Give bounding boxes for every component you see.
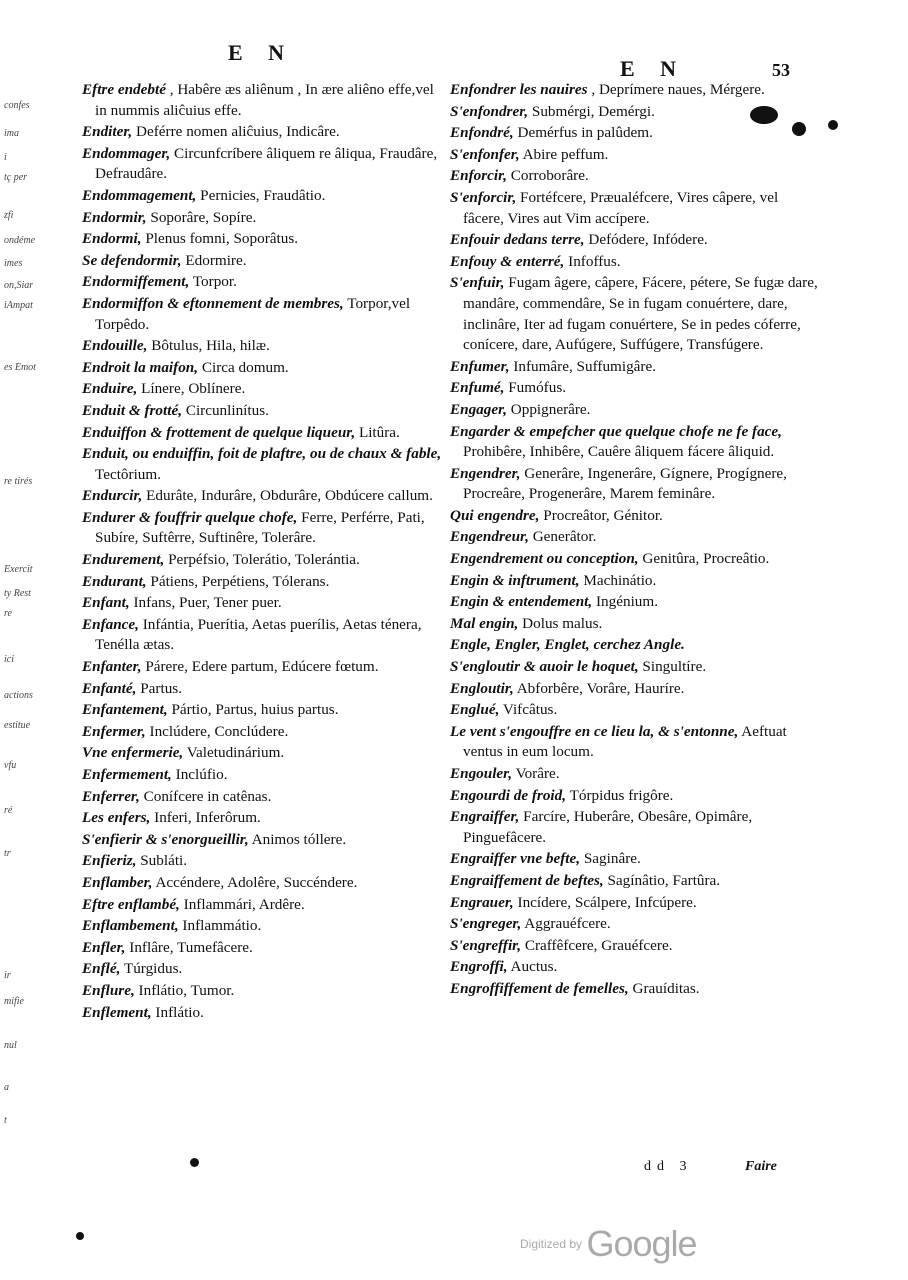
dictionary-entry <box>450 273 820 355</box>
entry-translation: Craffêfcere, Grauéfcere. <box>524 936 673 954</box>
entry-headword: Enditer, <box>82 123 133 141</box>
entry-headword: Endouille, <box>82 337 148 355</box>
entry-headword: Engourdi de froid, <box>450 786 567 804</box>
margin-note: ima <box>4 128 19 139</box>
entry-translation: Generâtor. <box>532 528 597 546</box>
dictionary-entry <box>82 336 442 357</box>
entry-translation: Aggrauéfcere. <box>524 915 611 933</box>
entry-headword: Englué, <box>450 701 500 719</box>
dictionary-entry <box>82 358 442 379</box>
entry-translation: Perpéfsio, Tolerátio, Tolerántia. <box>168 551 360 569</box>
entry-translation: Defódere, Infódere. <box>588 231 708 249</box>
entry-headword: Endormi, <box>82 230 142 248</box>
dictionary-entry <box>82 895 442 916</box>
margin-note: estitue <box>4 720 31 731</box>
entry-translation: , Habêre æs aliênum , In ære aliêno effe,vel in nummis aliĉuius effe. <box>95 81 434 119</box>
entry-translation: Edurâte, Indurâre, Obdurâre, Obdúcere callum. <box>146 487 433 505</box>
entry-translation: Circunfcríbere âliquem re âliqua, Fraudâre, Defraudâre. <box>95 144 438 183</box>
dictionary-entry <box>82 808 442 829</box>
entry-headword: S'enfuir, <box>450 274 505 292</box>
entry-translation: Tectôrium. <box>95 465 161 483</box>
dictionary-entry <box>82 572 442 593</box>
entry-translation: Demérfus in palûdem. <box>517 124 653 142</box>
dictionary-entry <box>82 1003 442 1024</box>
entry-headword: Endroit la maifon, <box>82 358 199 376</box>
entry-translation: Prohibêre, Inhibêre, Cauêre âliquem fácere âliquid. <box>463 443 775 461</box>
margin-note: mifie <box>4 996 24 1007</box>
entry-headword: Enfondrer les nauires <box>450 81 588 98</box>
entry-headword: Se defendormir, <box>82 251 182 269</box>
entry-headword: Mal engin, <box>450 614 519 632</box>
entry-translation: Torpor. <box>192 273 237 291</box>
entry-translation: Plenus fomni, Soporâtus. <box>145 230 299 248</box>
left-column <box>82 80 442 1024</box>
dictionary-entry <box>82 208 442 229</box>
entry-translation: Inflammári, Ardêre. <box>183 895 305 913</box>
margin-note: nul <box>4 1040 17 1051</box>
entry-translation: Inflátio, Tumor. <box>138 981 235 999</box>
dictionary-entry <box>82 722 442 743</box>
entry-translation: Abire peffum. <box>522 145 609 163</box>
ink-blot <box>792 122 806 136</box>
entry-headword: Enfermement, <box>82 766 172 783</box>
signature-mark: dd 3 <box>644 1159 693 1174</box>
entry-headword: Enfumé, <box>450 379 505 397</box>
dictionary-entry <box>82 144 442 185</box>
entry-translation: Inflátio. <box>155 1003 204 1021</box>
google-logo: Google <box>586 1223 697 1264</box>
entry-translation: , Deprímere naues, Mérgere. <box>591 81 765 98</box>
dictionary-entry <box>82 294 442 335</box>
entry-headword: Enflure, <box>82 981 135 999</box>
entry-headword: Engraiffer, <box>450 808 520 826</box>
margin-note: re tirés <box>4 476 33 487</box>
dictionary-entry <box>450 400 820 421</box>
entry-headword: Enforcir, <box>450 167 507 185</box>
entry-translation: Sagínâtio, Fartûra. <box>607 871 721 889</box>
margin-notes <box>0 90 58 1190</box>
dictionary-entry <box>82 444 442 485</box>
ink-blot <box>190 1158 199 1167</box>
dictionary-entry <box>450 979 820 1000</box>
ink-blot <box>76 1232 84 1240</box>
dictionary-entry <box>82 550 442 571</box>
margin-note: zfi <box>4 210 14 221</box>
entry-headword: S'enforcir, <box>450 188 517 206</box>
dictionary-entry <box>450 849 820 870</box>
entry-headword: Endurement, <box>82 551 165 569</box>
margin-note: i <box>4 152 7 163</box>
margin-note: es Émot <box>4 362 36 373</box>
entry-translation: Soporâre, Sopíre. <box>150 208 257 226</box>
dictionary-entry <box>450 807 820 848</box>
entry-headword: Enflement, <box>82 1003 152 1021</box>
dictionary-entry <box>450 166 820 187</box>
entry-headword: Enfieriz, <box>82 852 137 870</box>
entry-translation: Torpor,vel Torpêdo. <box>95 294 411 333</box>
entry-translation: Infans, Puer, Tener puer. <box>133 594 282 612</box>
entry-headword: Engle, Engler, Englet, cerchez Angle. <box>450 636 685 654</box>
entry-translation: Machinátio. <box>583 571 657 589</box>
entry-headword: Engroffiffement de femelles, <box>450 979 629 997</box>
entry-translation: Pártio, Partus, huius partus. <box>171 701 339 719</box>
entry-headword: Enfanté, <box>82 679 137 697</box>
entry-headword: Endurcir, <box>82 487 143 505</box>
margin-note: iAmpat <box>4 300 33 311</box>
margin-note: ondéme <box>4 235 36 246</box>
margin-note: confes <box>4 100 30 111</box>
dictionary-entry <box>450 914 820 935</box>
dictionary-entry <box>82 787 442 808</box>
entry-translation: Infoffus. <box>568 252 621 270</box>
dictionary-entry <box>450 893 820 914</box>
entry-translation: Párere, Edere partum, Edúcere fœtum. <box>145 658 379 676</box>
entry-translation: Fortéfcere, Præualéfcere, Vires câpere, vel fâcere, Vires aut Vim accípere. <box>463 188 779 227</box>
entry-headword: Engarder & empefcher que quelque chofe ne fe face, <box>450 422 782 440</box>
entry-headword: Endormir, <box>82 208 147 226</box>
dictionary-entry <box>82 401 442 422</box>
dictionary-entry <box>82 379 442 400</box>
dictionary-entry <box>82 80 442 121</box>
dictionary-entry <box>82 251 442 272</box>
dictionary-entry <box>450 936 820 957</box>
dictionary-entry <box>450 957 820 978</box>
dictionary-entry <box>450 722 820 763</box>
dictionary-entry <box>82 657 442 678</box>
entry-translation: Accéndere, Adolêre, Succéndere. <box>155 873 358 891</box>
dictionary-entry <box>450 635 820 656</box>
entry-headword: Enfermer, <box>82 722 146 740</box>
catchword: Faire <box>745 1159 777 1174</box>
entry-translation: Corroborâre. <box>510 167 589 185</box>
entry-translation: Deférre nomen aliĉuius, Indicâre. <box>136 123 340 141</box>
entry-headword: S'enfierir & s'enorgueillir, <box>82 830 249 848</box>
dictionary-entry <box>82 272 442 293</box>
dictionary-entry <box>450 422 820 463</box>
dictionary-entry <box>450 123 820 144</box>
dictionary-entry <box>82 916 442 937</box>
dictionary-entry <box>82 593 442 614</box>
entry-translation: Bôtulus, Hila, hilæ. <box>151 337 270 355</box>
entry-headword: Enfant, <box>82 594 130 612</box>
dictionary-entry <box>82 830 442 851</box>
entry-headword: S'enfonfer, <box>450 145 520 163</box>
dictionary-entry <box>82 873 442 894</box>
dictionary-entry <box>82 981 442 1002</box>
margin-note: Exercit <box>4 564 33 575</box>
dictionary-entry <box>450 571 820 592</box>
entry-headword: Enfumer, <box>450 357 510 375</box>
entry-translation: Edormire. <box>185 251 247 269</box>
entry-headword: Enduire, <box>82 380 138 398</box>
dictionary-entry <box>450 357 820 378</box>
dictionary-entry <box>450 679 820 700</box>
entry-translation: Vorâre. <box>515 765 560 782</box>
entry-translation: Litûra. <box>358 423 400 441</box>
entry-translation: Inflâre, Tumefâcere. <box>129 938 253 956</box>
digitized-watermark <box>520 1223 697 1265</box>
dictionary-entry <box>82 423 442 444</box>
dictionary-entry <box>82 851 442 872</box>
entry-headword: Endurer & fouffrir quelque chofe, <box>82 508 298 526</box>
entry-translation: Fumófus. <box>508 379 567 397</box>
dictionary-entry <box>82 959 442 980</box>
entry-translation: Tórpidus frigôre. <box>569 786 674 804</box>
entry-headword: Enflamber, <box>82 873 153 891</box>
entry-headword: Engager, <box>450 400 507 418</box>
entry-headword: Endormiffement, <box>82 273 190 291</box>
entry-headword: Le vent s'engouffre en ce lieu la, & s'entonne, <box>450 722 739 740</box>
margin-note: tr <box>4 848 11 859</box>
entry-headword: Endormiffon & eftonnement de membres, <box>82 294 344 312</box>
margin-note: ir <box>4 970 11 981</box>
entry-translation: Inclúfio. <box>175 766 228 783</box>
entry-headword: Engendreur, <box>450 528 529 546</box>
dictionary-entry <box>82 700 442 721</box>
entry-headword: Eftre endebté <box>82 81 166 98</box>
dictionary-entry <box>450 252 820 273</box>
dictionary-entry <box>450 230 820 251</box>
entry-translation: Singultíre. <box>642 658 707 676</box>
margin-note: re <box>4 608 12 619</box>
dictionary-entry <box>450 764 820 785</box>
entry-headword: S'enfondrer, <box>450 102 529 120</box>
entry-translation: Incídere, Scálpere, Infcúpere. <box>517 893 697 911</box>
entry-translation: Pernicies, Fraudâtio. <box>200 186 326 204</box>
ink-blot <box>750 106 778 124</box>
dictionary-entry <box>82 765 442 786</box>
dictionary-entry <box>450 786 820 807</box>
margin-note: ty Rest <box>4 588 31 599</box>
entry-translation: Grauíditas. <box>632 979 700 997</box>
entry-translation: Circa domum. <box>201 358 289 376</box>
entry-translation: Partus. <box>140 679 182 697</box>
running-head-left: E N <box>228 40 295 65</box>
entry-headword: Enfondré, <box>450 124 514 142</box>
dictionary-entry <box>82 186 442 207</box>
margin-note: on,Siar <box>4 280 34 291</box>
margin-note: a <box>4 1082 9 1093</box>
margin-note: actions <box>4 690 33 701</box>
dictionary-entry <box>450 145 820 166</box>
dictionary-entry <box>450 614 820 635</box>
margin-note: t <box>4 1115 7 1126</box>
entry-translation: Genitûra, Procreâtio. <box>642 550 770 568</box>
dictionary-entry <box>450 80 820 101</box>
entry-headword: Enfantement, <box>82 701 168 719</box>
dictionary-entry <box>82 508 442 549</box>
entry-translation: Infumâre, Suffumigâre. <box>513 357 656 375</box>
entry-translation: Túrgidus. <box>123 960 183 978</box>
dictionary-entry <box>450 549 820 570</box>
entry-headword: Enduit & frotté, <box>82 401 183 419</box>
dictionary-entry <box>82 229 442 250</box>
entry-headword: Engraiffement de beftes, <box>450 871 604 889</box>
entry-translation: Infántia, Puerítia, Aetas puerílis, Aetas ténera, Tenélla ætas. <box>95 615 422 654</box>
entry-headword: Engroffi, <box>450 958 508 976</box>
dictionary-entry <box>450 871 820 892</box>
entry-translation: Línere, Oblínere. <box>141 380 246 398</box>
margin-note: ré <box>4 805 13 816</box>
entry-translation: Inclúdere, Conclúdere. <box>149 722 289 740</box>
entry-headword: S'engloutir & auoir le hoquet, <box>450 658 639 676</box>
entry-translation: Submérgi, Demérgi. <box>531 102 655 120</box>
entry-translation: Circunlinítus. <box>185 401 269 419</box>
entry-translation: Aeftuat ventus in eum locum. <box>463 722 787 761</box>
dictionary-entry <box>82 679 442 700</box>
entry-headword: S'engreffir, <box>450 936 522 954</box>
entry-translation: Farcíre, Huberâre, Obesâre, Opimâre, Pinguefâcere. <box>463 808 753 846</box>
margin-note: vfu <box>4 760 17 771</box>
entry-translation: Pátiens, Perpétiens, Tólerans. <box>150 572 330 590</box>
entry-translation: Inflammátio. <box>182 917 262 935</box>
entry-headword: Enfouir dedans terre, <box>450 231 585 249</box>
watermark-prefix: Digitized by <box>520 1237 583 1251</box>
entry-headword: Vne enfermerie, <box>82 744 184 762</box>
entry-headword: Engin & entendement, <box>450 593 593 611</box>
entry-headword: Enflambement, <box>82 917 179 935</box>
dictionary-entry <box>450 527 820 548</box>
entry-headword: Eftre enflambé, <box>82 895 180 913</box>
entry-headword: Enduiffon & frottement de quelque liqueur, <box>82 423 356 441</box>
margin-note: imes <box>4 258 23 269</box>
entry-translation: Ingénium. <box>596 593 659 611</box>
entry-translation: Conífcere in catênas. <box>143 787 272 805</box>
entry-headword: Engouler, <box>450 765 513 782</box>
dictionary-entry <box>450 592 820 613</box>
margin-note: ici <box>4 654 14 665</box>
ink-blot <box>828 120 838 130</box>
dictionary-entry <box>450 188 820 229</box>
entry-headword: Enfouy & enterré, <box>450 252 565 270</box>
entry-translation: Oppignerâre. <box>510 400 591 418</box>
entry-headword: Engendrer, <box>450 464 521 482</box>
entry-headword: Endurant, <box>82 572 147 590</box>
entry-translation: Subláti. <box>140 852 188 870</box>
entry-headword: Enflé, <box>82 960 121 978</box>
dictionary-entry <box>82 122 442 143</box>
entry-translation: Valetudinárium. <box>186 744 285 762</box>
dictionary-entry <box>450 506 820 527</box>
entry-headword: Engraiffer vne befte, <box>450 850 581 868</box>
page-number: 53 <box>772 60 790 80</box>
dictionary-entry <box>82 743 442 764</box>
entry-headword: Endommagement, <box>82 186 197 204</box>
entry-translation: Animos tóllere. <box>251 830 347 848</box>
entry-headword: Engendrement ou conception, <box>450 550 639 568</box>
entry-headword: Endommager, <box>82 144 171 162</box>
entry-translation: Inferi, Inferôrum. <box>154 809 261 827</box>
entry-translation: Generâre, Ingenerâre, Gígnere, Progígnere, Procreâre, Progenerâre, Marem feminâre. <box>463 464 787 503</box>
dictionary-entry <box>82 486 442 507</box>
dictionary-entry <box>450 700 820 721</box>
entry-headword: Engrauer, <box>450 893 514 911</box>
dictionary-entry <box>82 938 442 959</box>
entry-headword: Qui engendre, <box>450 506 540 524</box>
entry-translation: Abforbêre, Vorâre, Hauríre. <box>516 679 685 697</box>
entry-translation: Fugam âgere, câpere, Fácere, pétere, Se fugæ dare, mandâre, commendâre, Se in fugam conuértere, dare, inclinâre, Iter ad fugam conuértere, Se in pedes cóferre, conícere, dare, Aufúgere, Suffúgere, Transfúgere. <box>463 274 818 354</box>
running-head-right: E N <box>620 56 687 81</box>
entry-headword: Enfler, <box>82 938 126 956</box>
entry-headword: S'engreger, <box>450 915 522 933</box>
dictionary-entry <box>450 378 820 399</box>
margin-note: tç per <box>4 172 28 183</box>
entry-headword: Enfance, <box>82 615 139 633</box>
entry-headword: Enferrer, <box>82 787 140 805</box>
entry-headword: Enduit, ou enduiffin, foit de plaftre, ou de chaux & fable, <box>82 445 442 463</box>
entry-headword: Les enfers, <box>82 809 151 827</box>
entry-translation: Dolus malus. <box>522 614 603 632</box>
entry-translation: Ferre, Perférre, Pati, Subíre, Suftêrre, Suftinêre, Tolerâre. <box>95 508 425 547</box>
entry-translation: Saginâre. <box>583 850 641 868</box>
entry-headword: Engin & inftrument, <box>450 571 580 589</box>
entry-translation: Auctus. <box>510 958 558 976</box>
right-column <box>450 80 820 1001</box>
entry-headword: Enfanter, <box>82 658 142 676</box>
entry-translation: Procreâtor, Génitor. <box>543 506 663 524</box>
dictionary-entry <box>450 657 820 678</box>
entry-translation: Vifcâtus. <box>502 701 558 719</box>
dictionary-entry <box>450 464 820 505</box>
dictionary-entry <box>82 615 442 656</box>
entry-headword: Engloutir, <box>450 679 514 697</box>
